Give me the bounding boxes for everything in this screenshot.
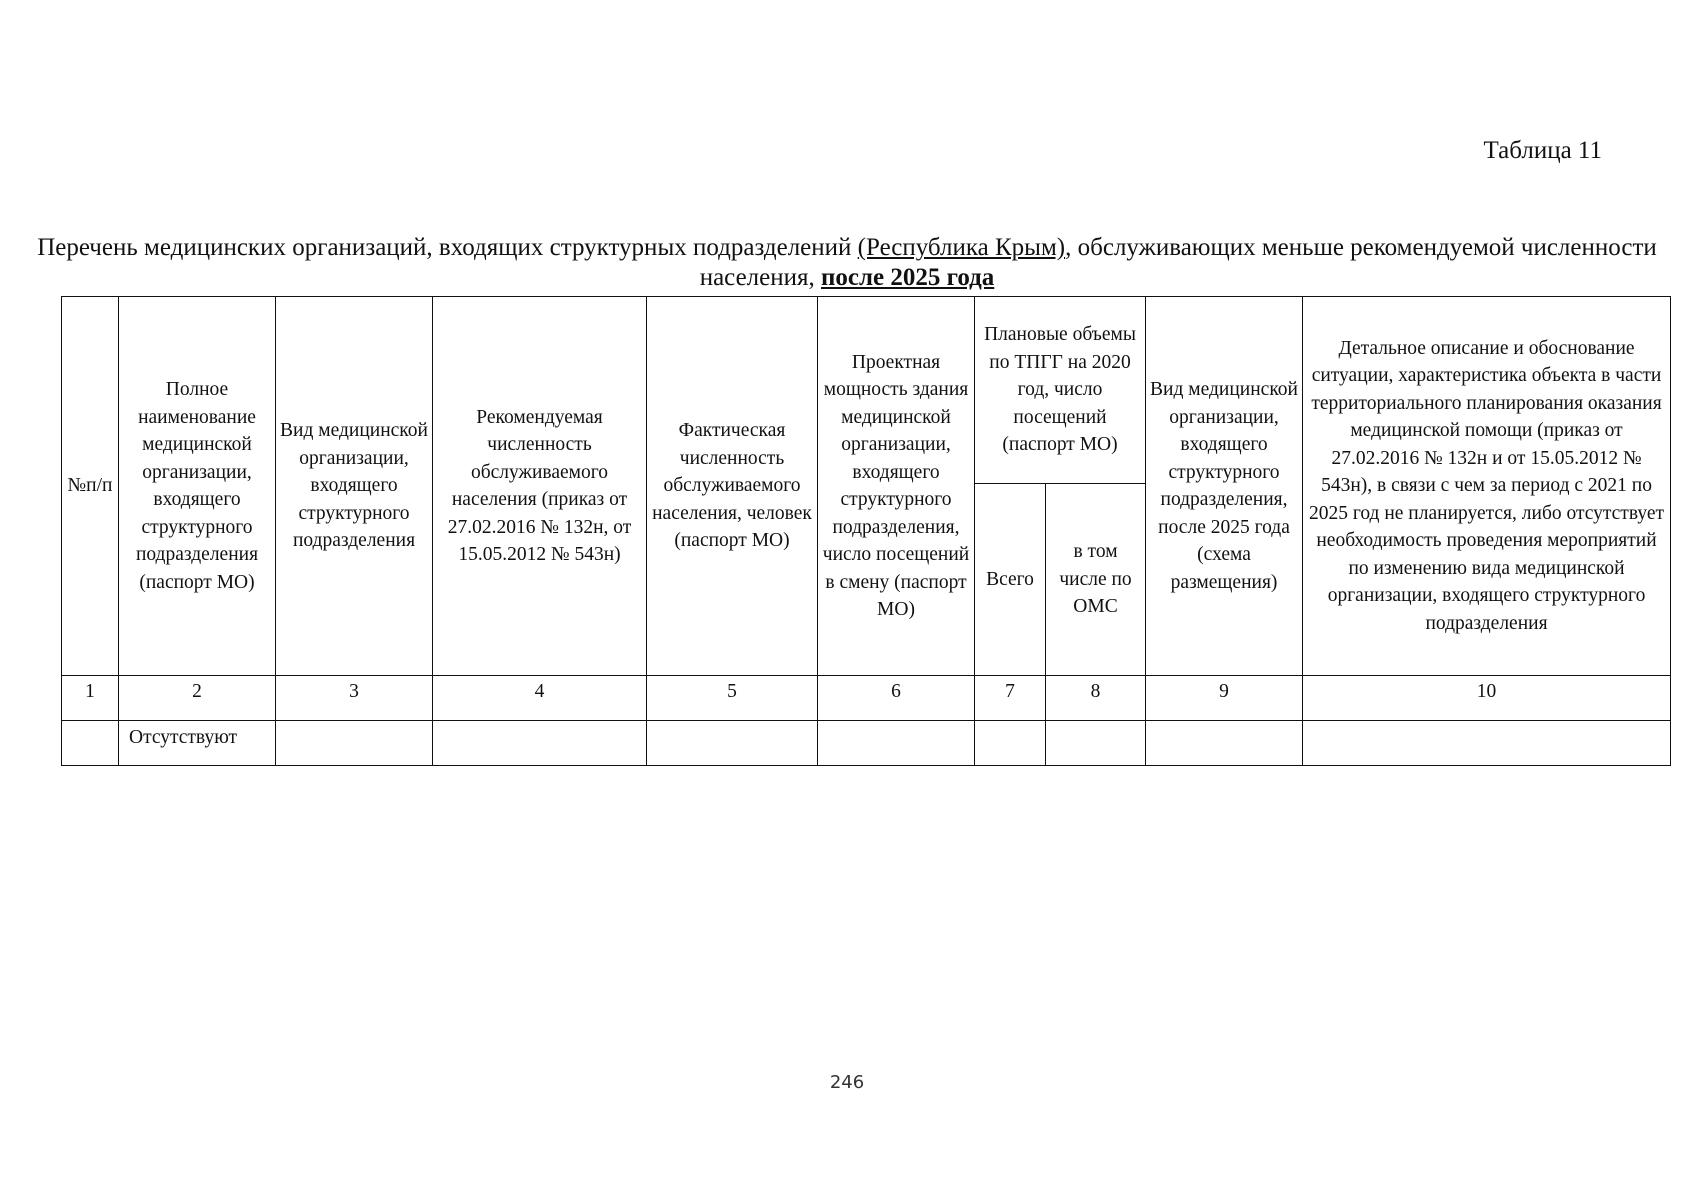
table-cell: [818, 721, 975, 766]
header-number: №п/п: [62, 297, 119, 676]
table-cell: [647, 721, 818, 766]
table-cell: [433, 721, 647, 766]
column-number: 4: [433, 676, 647, 721]
table-cell: [975, 721, 1046, 766]
header-org-type-after-2025: Вид медицинской организации, входящего структурного подразделения, после 2025 года (схема размещения): [1146, 297, 1303, 676]
title-text-2: , обслуживающих меньше рекомендуемой численности населения,: [699, 234, 1657, 291]
column-number: 6: [818, 676, 975, 721]
column-number-row: [62, 676, 1671, 721]
table-label: Таблица 11: [1483, 137, 1602, 164]
header-design-capacity: Проектная мощность здания медицинской организации, входящего структурного подразделения, число посещений в смену (паспорт МО): [818, 297, 975, 676]
page-number: 246: [829, 1072, 865, 1093]
column-number: 8: [1046, 676, 1146, 721]
organizations-table: [61, 296, 1671, 766]
header-planned-volumes: Плановые объемы по ТПГГ на 2020 год, число посещений (паспорт МО): [975, 297, 1146, 484]
header-org-type: Вид медицинской организации, входящего структурного подразделения: [276, 297, 433, 676]
header-actual-population: Фактическая численность обслуживаемого населения, человек (паспорт МО): [647, 297, 818, 676]
table-cell: [62, 721, 119, 766]
header-full-name: Полное наименование медицинской организации, входящего структурного подразделения (паспорт МО): [119, 297, 276, 676]
header-description: Детальное описание и обоснование ситуации, характеристика объекта в части территориального планирования оказания медицинской помощи (приказ от 27.02.2016 № 132н и от 15.05.2012 № 543н), в связи с чем за период с 2021 по 2025 год не планируется, либо отсутствует необходимость проведения мероприятий по изменению вида медицинской организации, входящего структурного подразделения: [1303, 297, 1671, 676]
table-cell: Отсутствуют: [119, 721, 276, 766]
title-text-1: Перечень медицинских организаций, входящих структурных подразделений: [37, 234, 858, 261]
table-cell: [276, 721, 433, 766]
table-row: [62, 721, 1671, 766]
column-number: 3: [276, 676, 433, 721]
column-number: 5: [647, 676, 818, 721]
column-number: 7: [975, 676, 1046, 721]
header-total: Всего: [975, 484, 1046, 676]
table-cell: [1303, 721, 1671, 766]
column-number: 2: [119, 676, 276, 721]
title-emphasis: после 2025 года: [821, 264, 995, 291]
column-number: 10: [1303, 676, 1671, 721]
title-region: (Республика Крым): [857, 234, 1066, 261]
table-cell: [1146, 721, 1303, 766]
column-number: 1: [62, 676, 119, 721]
header-oms: в том числе по ОМС: [1046, 484, 1146, 676]
table-cell: [1046, 721, 1146, 766]
column-number: 9: [1146, 676, 1303, 721]
document-title: [0, 233, 1694, 293]
header-recommended-population: Рекомендуемая численность обслуживаемого населения (приказ от 27.02.2016 № 132н, от 15.05.2012 № 543н): [433, 297, 647, 676]
